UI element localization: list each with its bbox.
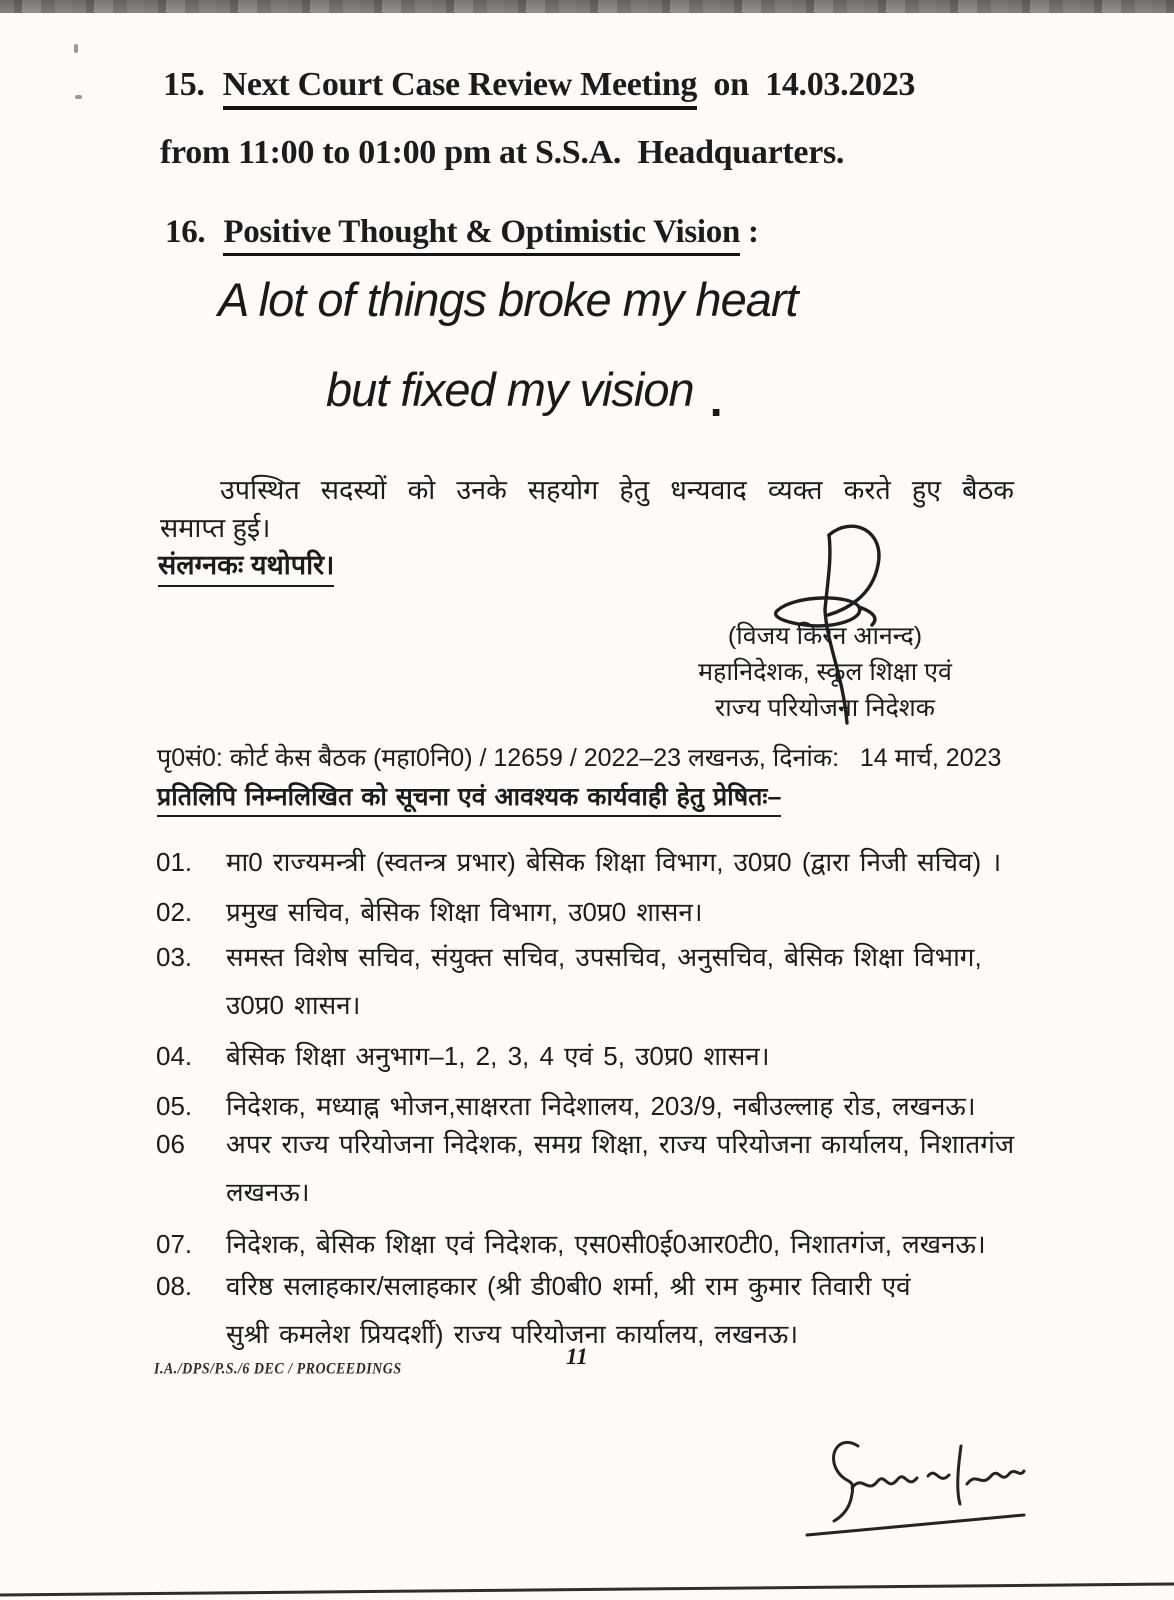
quote-line-1: A lot of things broke my heart — [218, 273, 798, 326]
item-16-colon: : — [740, 214, 759, 250]
footer-file-code: I.A./DPS/P.S./6 DEC / PROCEEDINGS — [154, 1360, 402, 1379]
recipient-text: निदेशक, बेसिक शिक्षा एवं निदेशक, एस0सी0ई0आर0टी0, निशातगंज, लखनऊ। — [226, 1229, 986, 1259]
closing-paragraph-line-2: समाप्त हुई। — [160, 513, 271, 543]
item-15-line-2: from 11:00 to 01:00 pm at S.S.A. Headquarters. — [160, 134, 845, 171]
item-16-heading — [165, 214, 759, 251]
recipient-text: प्रमुख सचिव, बेसिक शिक्षा विभाग, उ0प्र0 शासन। — [226, 897, 703, 927]
scan-speck — [75, 95, 82, 99]
recipient-row — [156, 1262, 1056, 1358]
quote-line-2-text: but fixed my vision — [326, 363, 694, 416]
recipient-text: समस्त विशेष सचिव, संयुक्त सचिव, उपसचिव, अनुसचिव, बेसिक शिक्षा विभाग, — [226, 942, 982, 972]
recipient-text: निदेशक, मध्याह्न भोजन,साक्षरता निदेशालय, 203/9, नबीउल्लाह रोड, लखनऊ। — [226, 1091, 976, 1121]
recipient-row — [156, 1220, 1056, 1268]
recipient-row — [156, 1120, 1056, 1216]
recipient-text-line-2: सुश्री कमलेश प्रियदर्शी) राज्य परियोजना कार्यालय, लखनऊ। — [226, 1319, 799, 1349]
recipient-number: 07. — [156, 1229, 193, 1259]
recipient-number: 01. — [156, 847, 193, 877]
recipient-row — [156, 888, 1056, 936]
page-number: 11 — [566, 1344, 588, 1369]
item-15-title-underlined: Next Court Case Review Meeting — [223, 66, 697, 110]
enclosure-note: संलग्नकः यथोपरि। — [158, 545, 334, 587]
signatory-title-2: राज्य परियोजना निदेशक — [715, 694, 935, 722]
recipient-text-line-2: उ0प्र0 शासन। — [226, 990, 361, 1020]
recipient-number: 03. — [156, 942, 193, 972]
recipient-number: 02. — [156, 897, 193, 927]
recipient-row — [156, 933, 1056, 1029]
item-16-title-underlined: Positive Thought & Optimistic Vision — [223, 214, 740, 256]
recipient-number: 08. — [156, 1271, 193, 1301]
signatory-title-1: महानिदेशक, स्कूल शिक्षा एवं — [698, 658, 952, 686]
scan-bottom-edge — [0, 1578, 1174, 1600]
item-15-number: 15. — [163, 66, 205, 103]
recipient-text: वरिष्ठ सलाहकार/सलाहकार (श्री डी0बी0 शर्मा, श्री राम कुमार तिवारी एवं — [226, 1271, 911, 1301]
recipient-text: बेसिक शिक्षा अनुभाग–1, 2, 3, 4 एवं 5, उ0प्र0 शासन। — [226, 1041, 770, 1071]
scan-top-band — [0, 0, 1174, 13]
recipient-text: मा0 राज्यमन्त्री (स्वतन्त्र प्रभार) बेसिक शिक्षा विभाग, उ0प्र0 (द्वारा निजी सचिव) । — [226, 847, 1002, 877]
item-15-heading — [163, 66, 915, 104]
recipient-row — [156, 838, 1056, 886]
signature-bottom-icon — [770, 1428, 1070, 1558]
copy-to-heading: प्रतिलिपि निम्नलिखित को सूचना एवं आवश्यक कार्यवाही हेतु प्रेषितः– — [157, 779, 781, 817]
signatory-block — [655, 618, 995, 726]
scan-speck — [74, 44, 78, 53]
reference-number-line: पृ0सं0: कोर्ट केस बैठक (महा0नि0) / 12659 / 2022–23 लखनऊ, दिनांक: 14 मार्च, 2023 — [157, 744, 1002, 772]
recipient-text-line-2: लखनऊ। — [226, 1177, 310, 1207]
quote-period: . — [709, 373, 722, 426]
item-15-date-text: on 14.03.2023 — [697, 66, 916, 103]
item-16-number: 16. — [165, 214, 206, 250]
closing-paragraph-line-1: उपस्थित सदस्यों को उनके सहयोग हेतु धन्यवाद व्यक्त करते हुए बैठक — [220, 475, 1014, 505]
recipient-number: 06 — [156, 1129, 185, 1159]
recipient-row — [156, 1032, 1056, 1080]
signatory-name: (विजय किरन आनन्द) — [727, 622, 923, 650]
recipient-number: 05. — [156, 1091, 193, 1121]
recipient-text: अपर राज्य परियोजना निदेशक, समग्र शिक्षा, राज्य परियोजना कार्यालय, निशातगंज — [226, 1129, 1015, 1159]
quote-line-2 — [326, 362, 722, 426]
recipient-number: 04. — [156, 1041, 193, 1071]
